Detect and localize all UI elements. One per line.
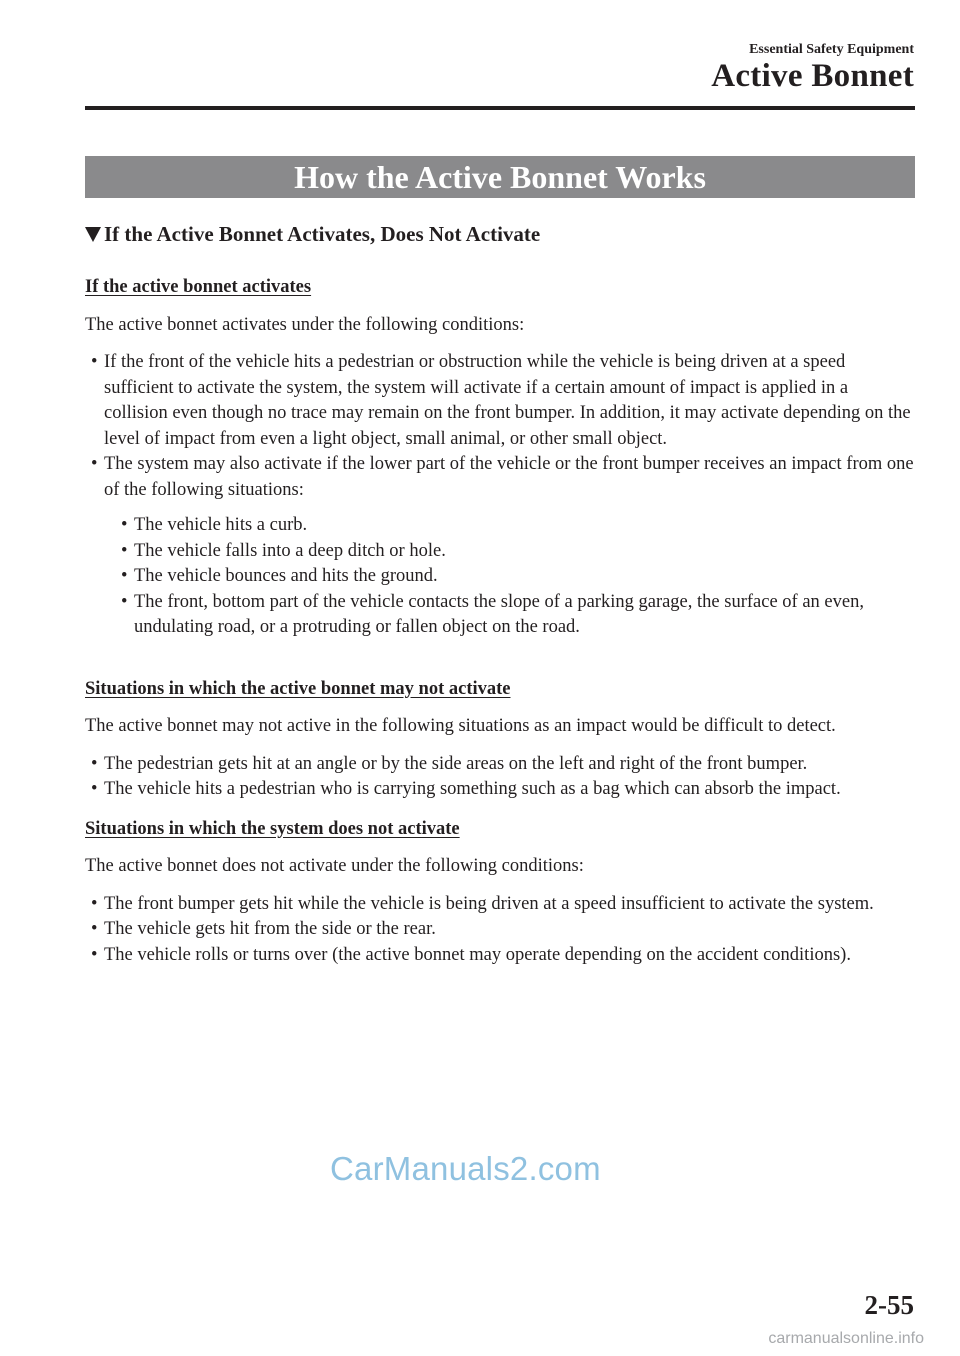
bullet-list: [85, 350, 915, 641]
list-item: • The front bumper gets hit while the vehicle is being driven at a speed insufficient to activate the system.: [91, 892, 915, 918]
footer-watermark: carmanualsonline.info: [768, 1330, 924, 1347]
header-section-label: Essential Safety Equipment: [749, 42, 914, 57]
list-item: • The vehicle rolls or turns over (the active bonnet may operate depending on the accident conditions).: [91, 943, 915, 969]
list-item: • The vehicle hits a pedestrian who is carrying something such as a bag which can absorb the impact.: [91, 777, 915, 803]
list-item: [91, 452, 915, 641]
sub-list-item: • The vehicle bounces and hits the ground.: [121, 564, 915, 590]
sub-heading: [85, 222, 540, 247]
section-title-may-not-activate: Situations in which the active bonnet may not activate: [85, 678, 511, 699]
page-number: 2-55: [864, 1290, 914, 1320]
watermark-text: CarManuals2.com: [330, 1150, 601, 1187]
section-title-does-not-activate: Situations in which the system does not activate: [85, 818, 460, 839]
section-title-activates: If the active bonnet activates: [85, 277, 312, 297]
bullet-list: [85, 752, 915, 803]
list-item: • The vehicle gets hit from the side or the rear.: [91, 917, 915, 943]
page-title: Active Bonnet: [711, 58, 914, 94]
header-divider: [85, 106, 915, 110]
section-intro: The active bonnet activates under the following conditions:: [85, 314, 525, 335]
list-item: • The pedestrian gets hit at an angle or by the side areas on the left and right of the front bumper.: [91, 752, 915, 778]
sub-bullet-list: [104, 513, 915, 641]
list-item: • If the front of the vehicle hits a pedestrian or obstruction while the vehicle is being driven at a speed sufficient to activate the system, the system will activate if a certain amount of impact is applied in a collision even though no trace may remain on the front bumper. In addition, it may activate depending on the level of impact from even a light object, small animal, or other small object.: [91, 350, 915, 452]
sub-list-item: • The front, bottom part of the vehicle contacts the slope of a parking garage, the surface of an even, undulating road, or a protruding or fallen object on the road.: [121, 590, 915, 641]
main-content: [85, 275, 915, 968]
bullet-list: [85, 892, 915, 969]
sub-list-item: • The vehicle hits a curb.: [121, 513, 915, 539]
sub-list-item: • The vehicle falls into a deep ditch or hole.: [121, 539, 915, 565]
triangle-down-icon: [85, 227, 101, 242]
list-item-text: The system may also activate if the lower part of the vehicle or the front bumper receives an impact from one of the following situations:: [104, 454, 914, 500]
section-banner: How the Active Bonnet Works: [85, 156, 915, 198]
sub-heading-text: If the Active Bonnet Activates, Does Not Activate: [104, 222, 541, 246]
section-intro: The active bonnet does not activate under the following conditions:: [85, 856, 584, 876]
section-intro: The active bonnet may not active in the following situations as an impact would be difficult to detect.: [85, 716, 836, 736]
